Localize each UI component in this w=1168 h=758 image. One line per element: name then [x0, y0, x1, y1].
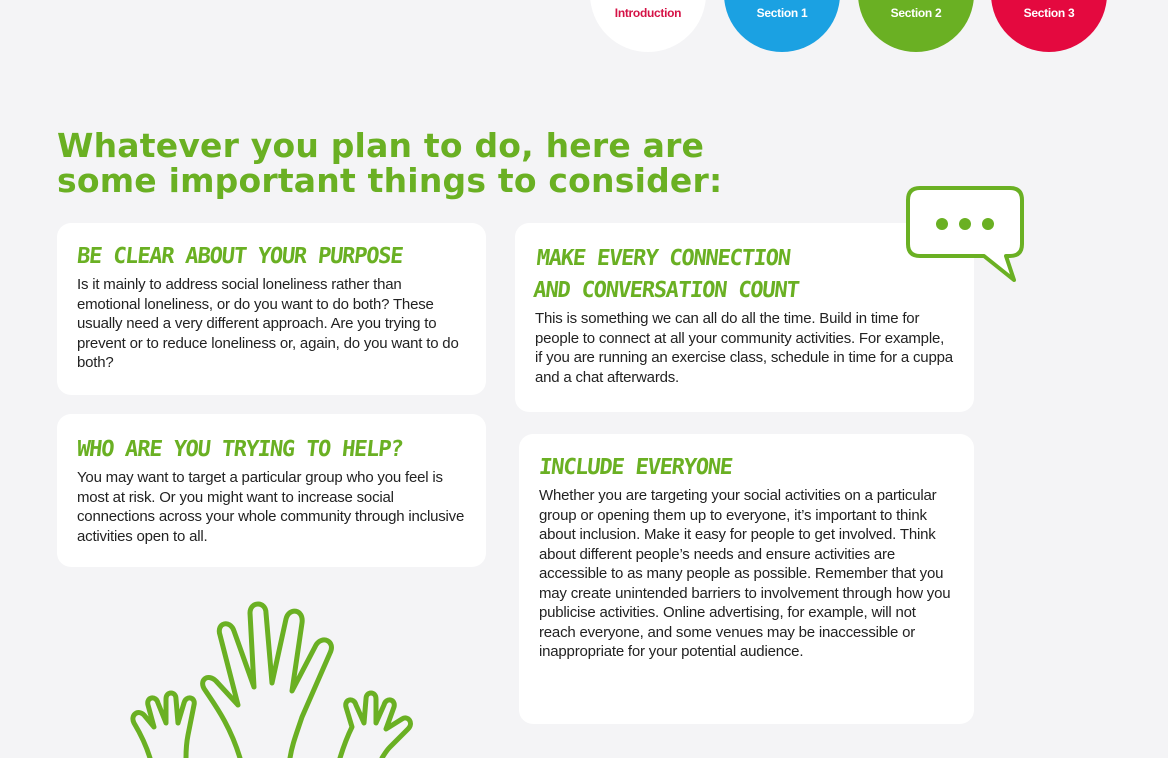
page-heading — [57, 128, 722, 198]
card-include — [519, 434, 974, 724]
tab-introduction[interactable]: Introduction — [590, 0, 706, 52]
card-connection-body: This is something we can all do all the time. Build in time for people to connect at all your community activities. For example, if you are running an exercise class, schedule in time for a cuppa and a chat afterwards. — [535, 310, 953, 386]
tab-section-1[interactable]: Section 1 — [724, 0, 840, 52]
card-include-title: INCLUDE EVERYONE — [537, 455, 734, 480]
page-heading-line-2: some important things to consider: — [57, 161, 723, 200]
tab-section-2[interactable]: Section 2 — [858, 0, 974, 52]
card-connection-title: MAKE EVERY CONNECTION AND CONVERSATION COUNT — [532, 246, 800, 303]
card-help — [57, 414, 486, 567]
card-purpose — [57, 223, 486, 395]
card-purpose-title: BE CLEAR ABOUT YOUR PURPOSE — [75, 244, 404, 269]
page-heading-line-1: Whatever you plan to do, here are — [57, 126, 705, 165]
card-include-body: Whether you are targeting your social activities on a particular group or opening them up to everyone, it’s important to think about inclusion. Make it easy for people to get involved. Think about different people’s needs and ensure activities are accessible to as many people as possible. Remember that you may create unintended barriers to involvement through how you publicise activities. Online advertising, for example, will not reach everyone, and some venues may be inaccessible or inappropriate for your potential audience. — [539, 487, 951, 660]
tab-section-3[interactable]: Section 3 — [991, 0, 1107, 52]
card-help-title: WHO ARE YOU TRYING TO HELP? — [75, 437, 404, 462]
card-purpose-body: Is it mainly to address social loneliness rather than emotional loneliness, or do you want to do both? These usually need a very different approach. Are you trying to prevent or to reduce loneliness or, again, do you want to do both? — [77, 276, 459, 371]
speech-bubble-icon — [906, 186, 1026, 286]
card-help-body: You may want to target a particular group who you feel is most at risk. Or you might want to increase social connections across your whole community through inclusive activities open to all. — [77, 469, 465, 545]
raised-hands-icon — [120, 595, 440, 758]
